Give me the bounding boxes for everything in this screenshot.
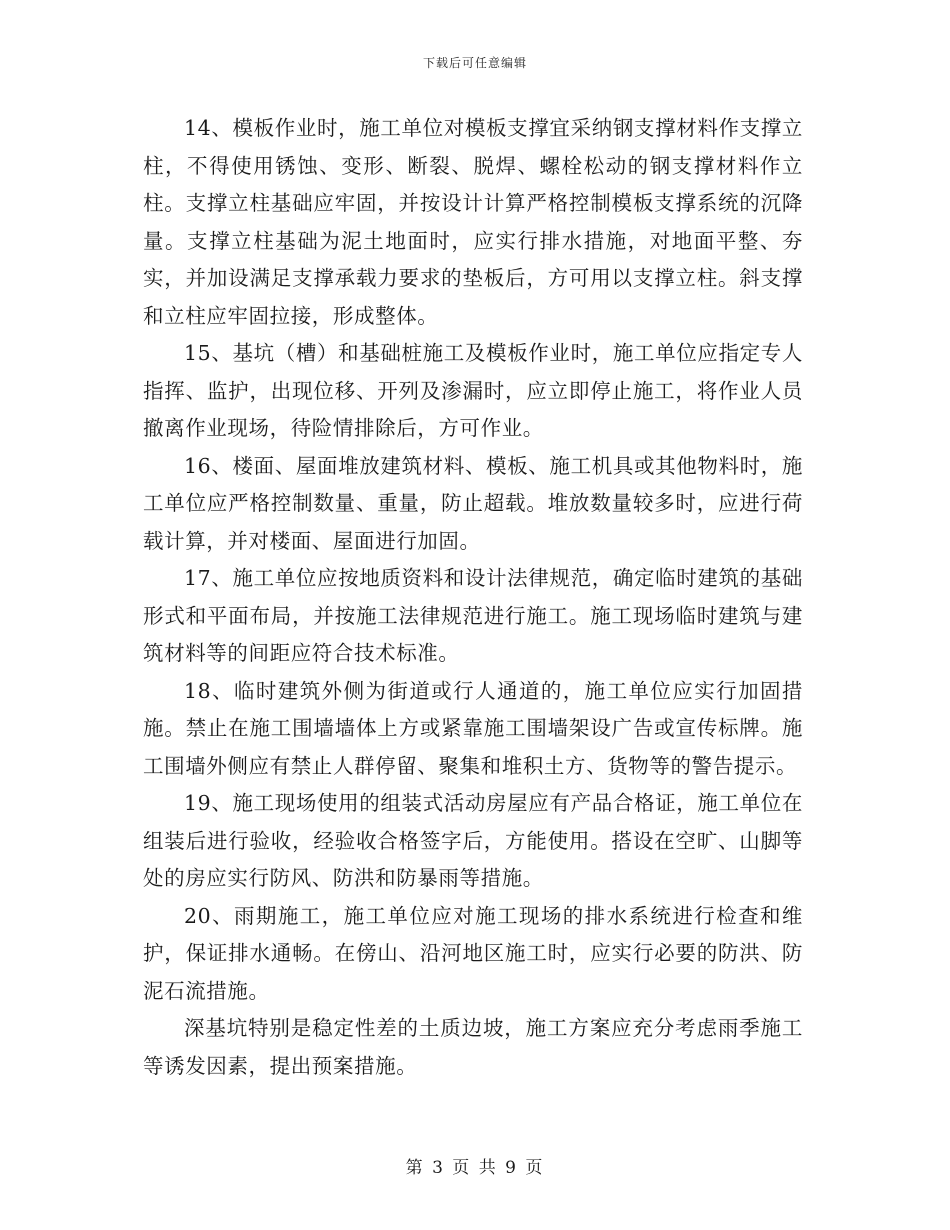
paragraph-14: 14、模板作业时，施工单位对模板支撑宜采纳钢支撑材料作支撑立柱，不得使用锈蚀、变形、断裂、脱焊、螺栓松动的钢支撑材料作立柱。支撑立柱基础应牢固，并按设计计算严格控制模板支撑系统的沉降量。支撑立柱基础为泥土地面时，应实行排水措施，对地面平整、夯实，并加设满足支撑承载力要求的垫板后，方可用以支撑立柱。斜支撑和立柱应牢固拉接，形成整体。 bbox=[143, 116, 803, 328]
paragraph-19: 19、施工现场使用的组装式活动房屋应有产品合格证，施工单位在组装后进行验收，经验收合格签字后，方能使用。搭设在空旷、山脚等处的房应实行防风、防洪和防暴雨等措施。 bbox=[143, 791, 803, 890]
paragraph-17: 17、施工单位应按地质资料和设计法律规范，确定临时建筑的基础形式和平面布局，并按施工法律规范进行施工。施工现场临时建筑与建筑材料等的间距应符合技术标准。 bbox=[143, 566, 803, 665]
document-body bbox=[143, 110, 803, 1085]
paragraph-16: 16、楼面、屋面堆放建筑材料、模板、施工机具或其他物料时，施工单位应严格控制数量、重量，防止超载。堆放数量较多时，应进行荷载计算，并对楼面、屋面进行加固。 bbox=[143, 453, 803, 553]
page-number: 第 3 页 共 9 页 bbox=[405, 1158, 545, 1178]
page-header: 下载后可任意编辑 bbox=[422, 56, 527, 70]
paragraph-deep-pit: 深基坑特别是稳定性差的土质边坡，施工方案应充分考虑雨季施工等诱发因素，提出预案措施。 bbox=[143, 1016, 803, 1078]
paragraph-20: 20、雨期施工，施工单位应对施工现场的排水系统进行检查和维护，保证排水通畅。在傍山、沿河地区施工时，应实行必要的防洪、防泥石流措施。 bbox=[143, 903, 803, 1003]
paragraph-15: 15、基坑（槽）和基础桩施工及模板作业时，施工单位应指定专人指挥、监护，出现位移、开列及渗漏时，应立即停止施工，将作业人员撤离作业现场，待险情排除后，方可作业。 bbox=[143, 341, 803, 440]
paragraph-18: 18、临时建筑外侧为街道或行人通道的，施工单位应实行加固措施。禁止在施工围墙墙体上方或紧靠施工围墙架设广告或宣传标牌。施工围墙外侧应有禁止人群停留、聚集和堆积土方、货物等的警告提示。 bbox=[143, 678, 803, 778]
